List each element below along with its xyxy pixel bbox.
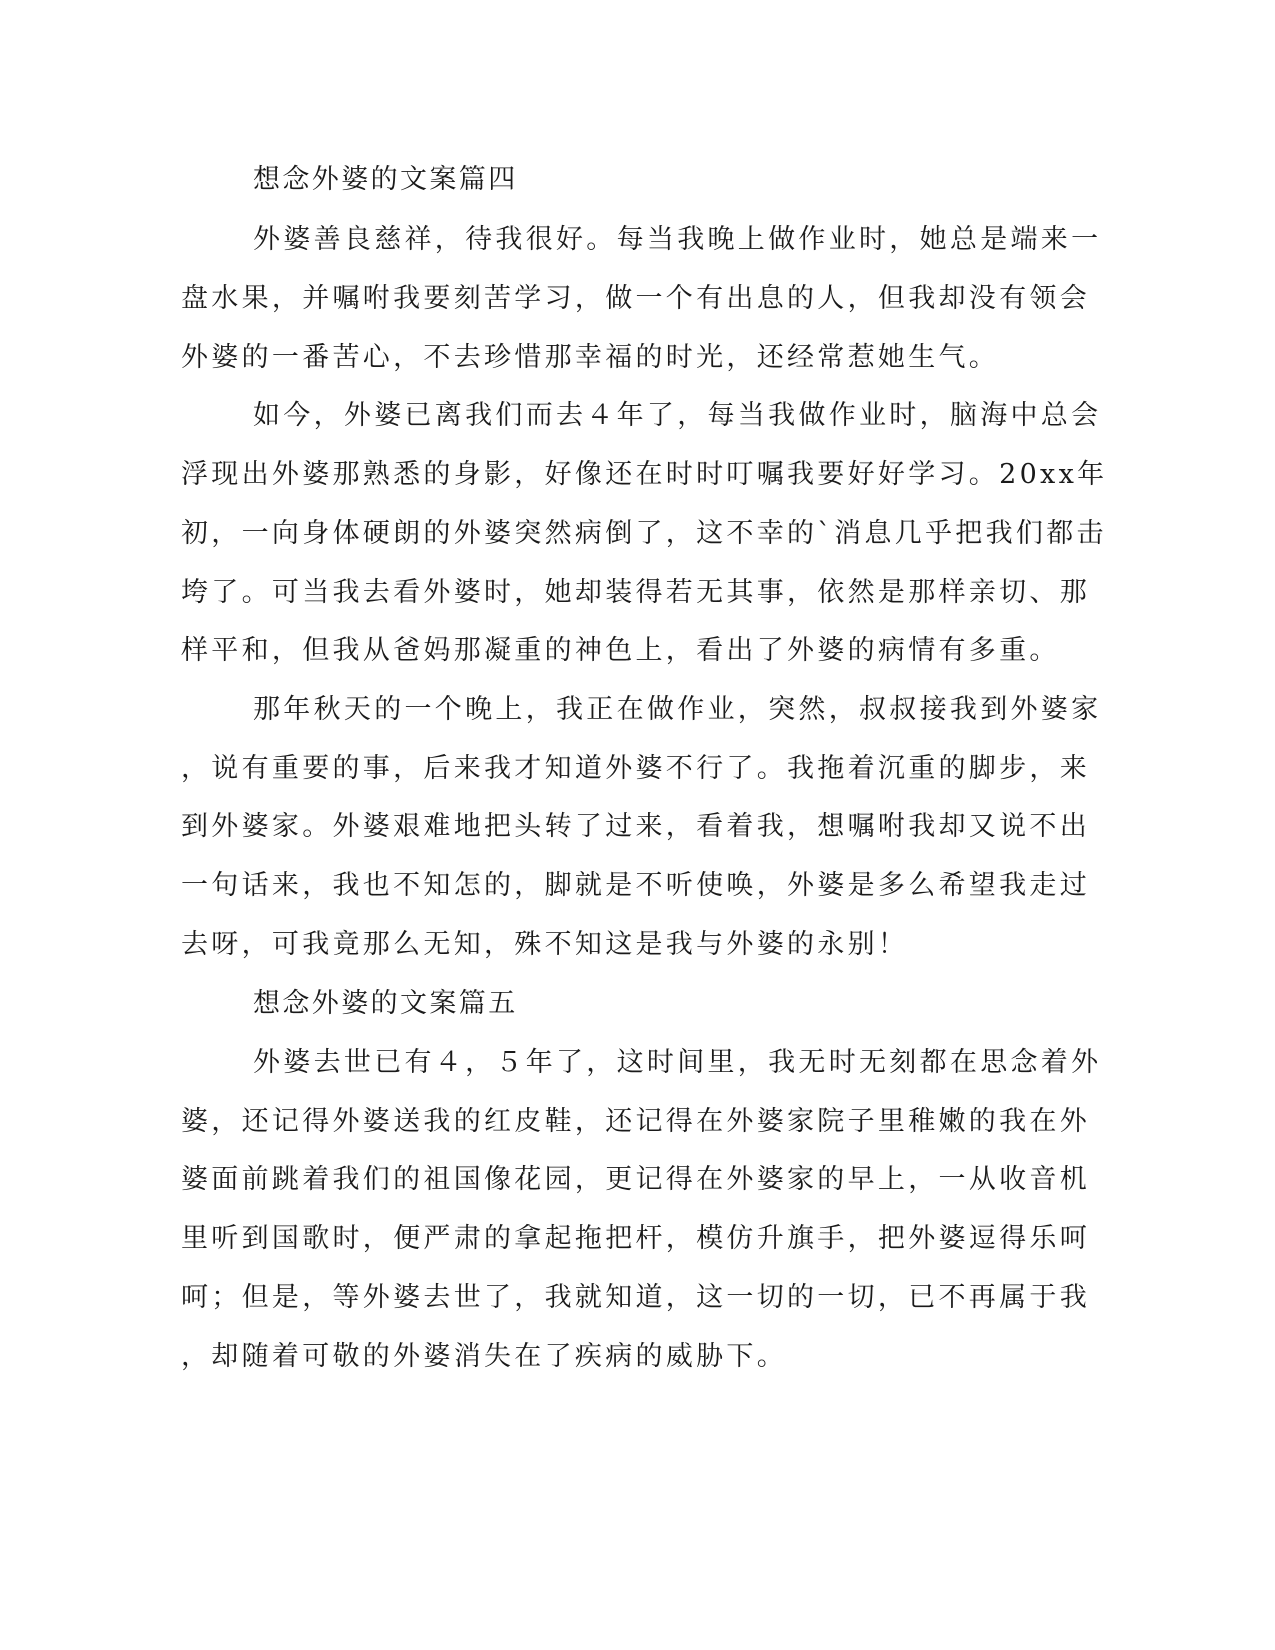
section-heading: 想念外婆的文案篇五 <box>253 988 518 1019</box>
text-line: 外婆的一番苦心，不去珍惜那幸福的时光，还经常惹她生气。 <box>181 342 1000 373</box>
text-line: 那年秋天的一个晚上，我正在做作业，突然，叔叔接我到外婆家 <box>253 694 1102 725</box>
text-line: 样平和，但我从爸妈那凝重的神色上，看出了外婆的病情有多重。 <box>181 635 1060 666</box>
text-line: 如今，外婆已离我们而去４年了，每当我做作业时，脑海中总会 <box>253 400 1102 431</box>
text-line: 婆，还记得外婆送我的红皮鞋，还记得在外婆家院子里稚嫩的我在外 <box>181 1106 1090 1137</box>
text-line: 一句话来，我也不知怎的，脚就是不听使唤，外婆是多么希望我走过 <box>181 870 1090 901</box>
text-line: 里听到国歌时，便严肃的拿起拖把杆，模仿升旗手，把外婆逗得乐呵 <box>181 1223 1090 1254</box>
text-line: 呵；但是，等外婆去世了，我就知道，这一切的一切，已不再属于我 <box>181 1282 1090 1313</box>
text-line: 外婆善良慈祥，待我很好。每当我晚上做作业时，她总是端来一 <box>253 224 1102 255</box>
text-line: 外婆去世已有４，５年了，这时间里，我无时无刻都在思念着外 <box>253 1047 1102 1078</box>
text-line: 去呀，可我竟那么无知，殊不知这是我与外婆的永别！ <box>181 929 909 960</box>
text-line: 盘水果，并嘱咐我要刻苦学习，做一个有出息的人，但我却没有领会 <box>181 283 1090 314</box>
text-line: 婆面前跳着我们的祖国像花园，更记得在外婆家的早上，一从收音机 <box>181 1164 1090 1195</box>
text-line: 初，一向身体硬朗的外婆突然病倒了，这不幸的`消息几乎把我们都击 <box>181 518 1107 549</box>
text-line: 浮现出外婆那熟悉的身影，好像还在时时叮嘱我要好好学习。20xx年 <box>181 459 1108 490</box>
text-line: 垮了。可当我去看外婆时，她却装得若无其事，依然是那样亲切、那 <box>181 577 1090 608</box>
text-line: ，说有重要的事，后来我才知道外婆不行了。我拖着沉重的脚步，来 <box>181 753 1090 784</box>
text-line: ，却随着可敬的外婆消失在了疾病的威胁下。 <box>181 1341 787 1372</box>
text-line: 到外婆家。外婆艰难地把头转了过来，看着我，想嘱咐我却又说不出 <box>181 811 1090 842</box>
section-heading: 想念外婆的文案篇四 <box>253 164 518 195</box>
